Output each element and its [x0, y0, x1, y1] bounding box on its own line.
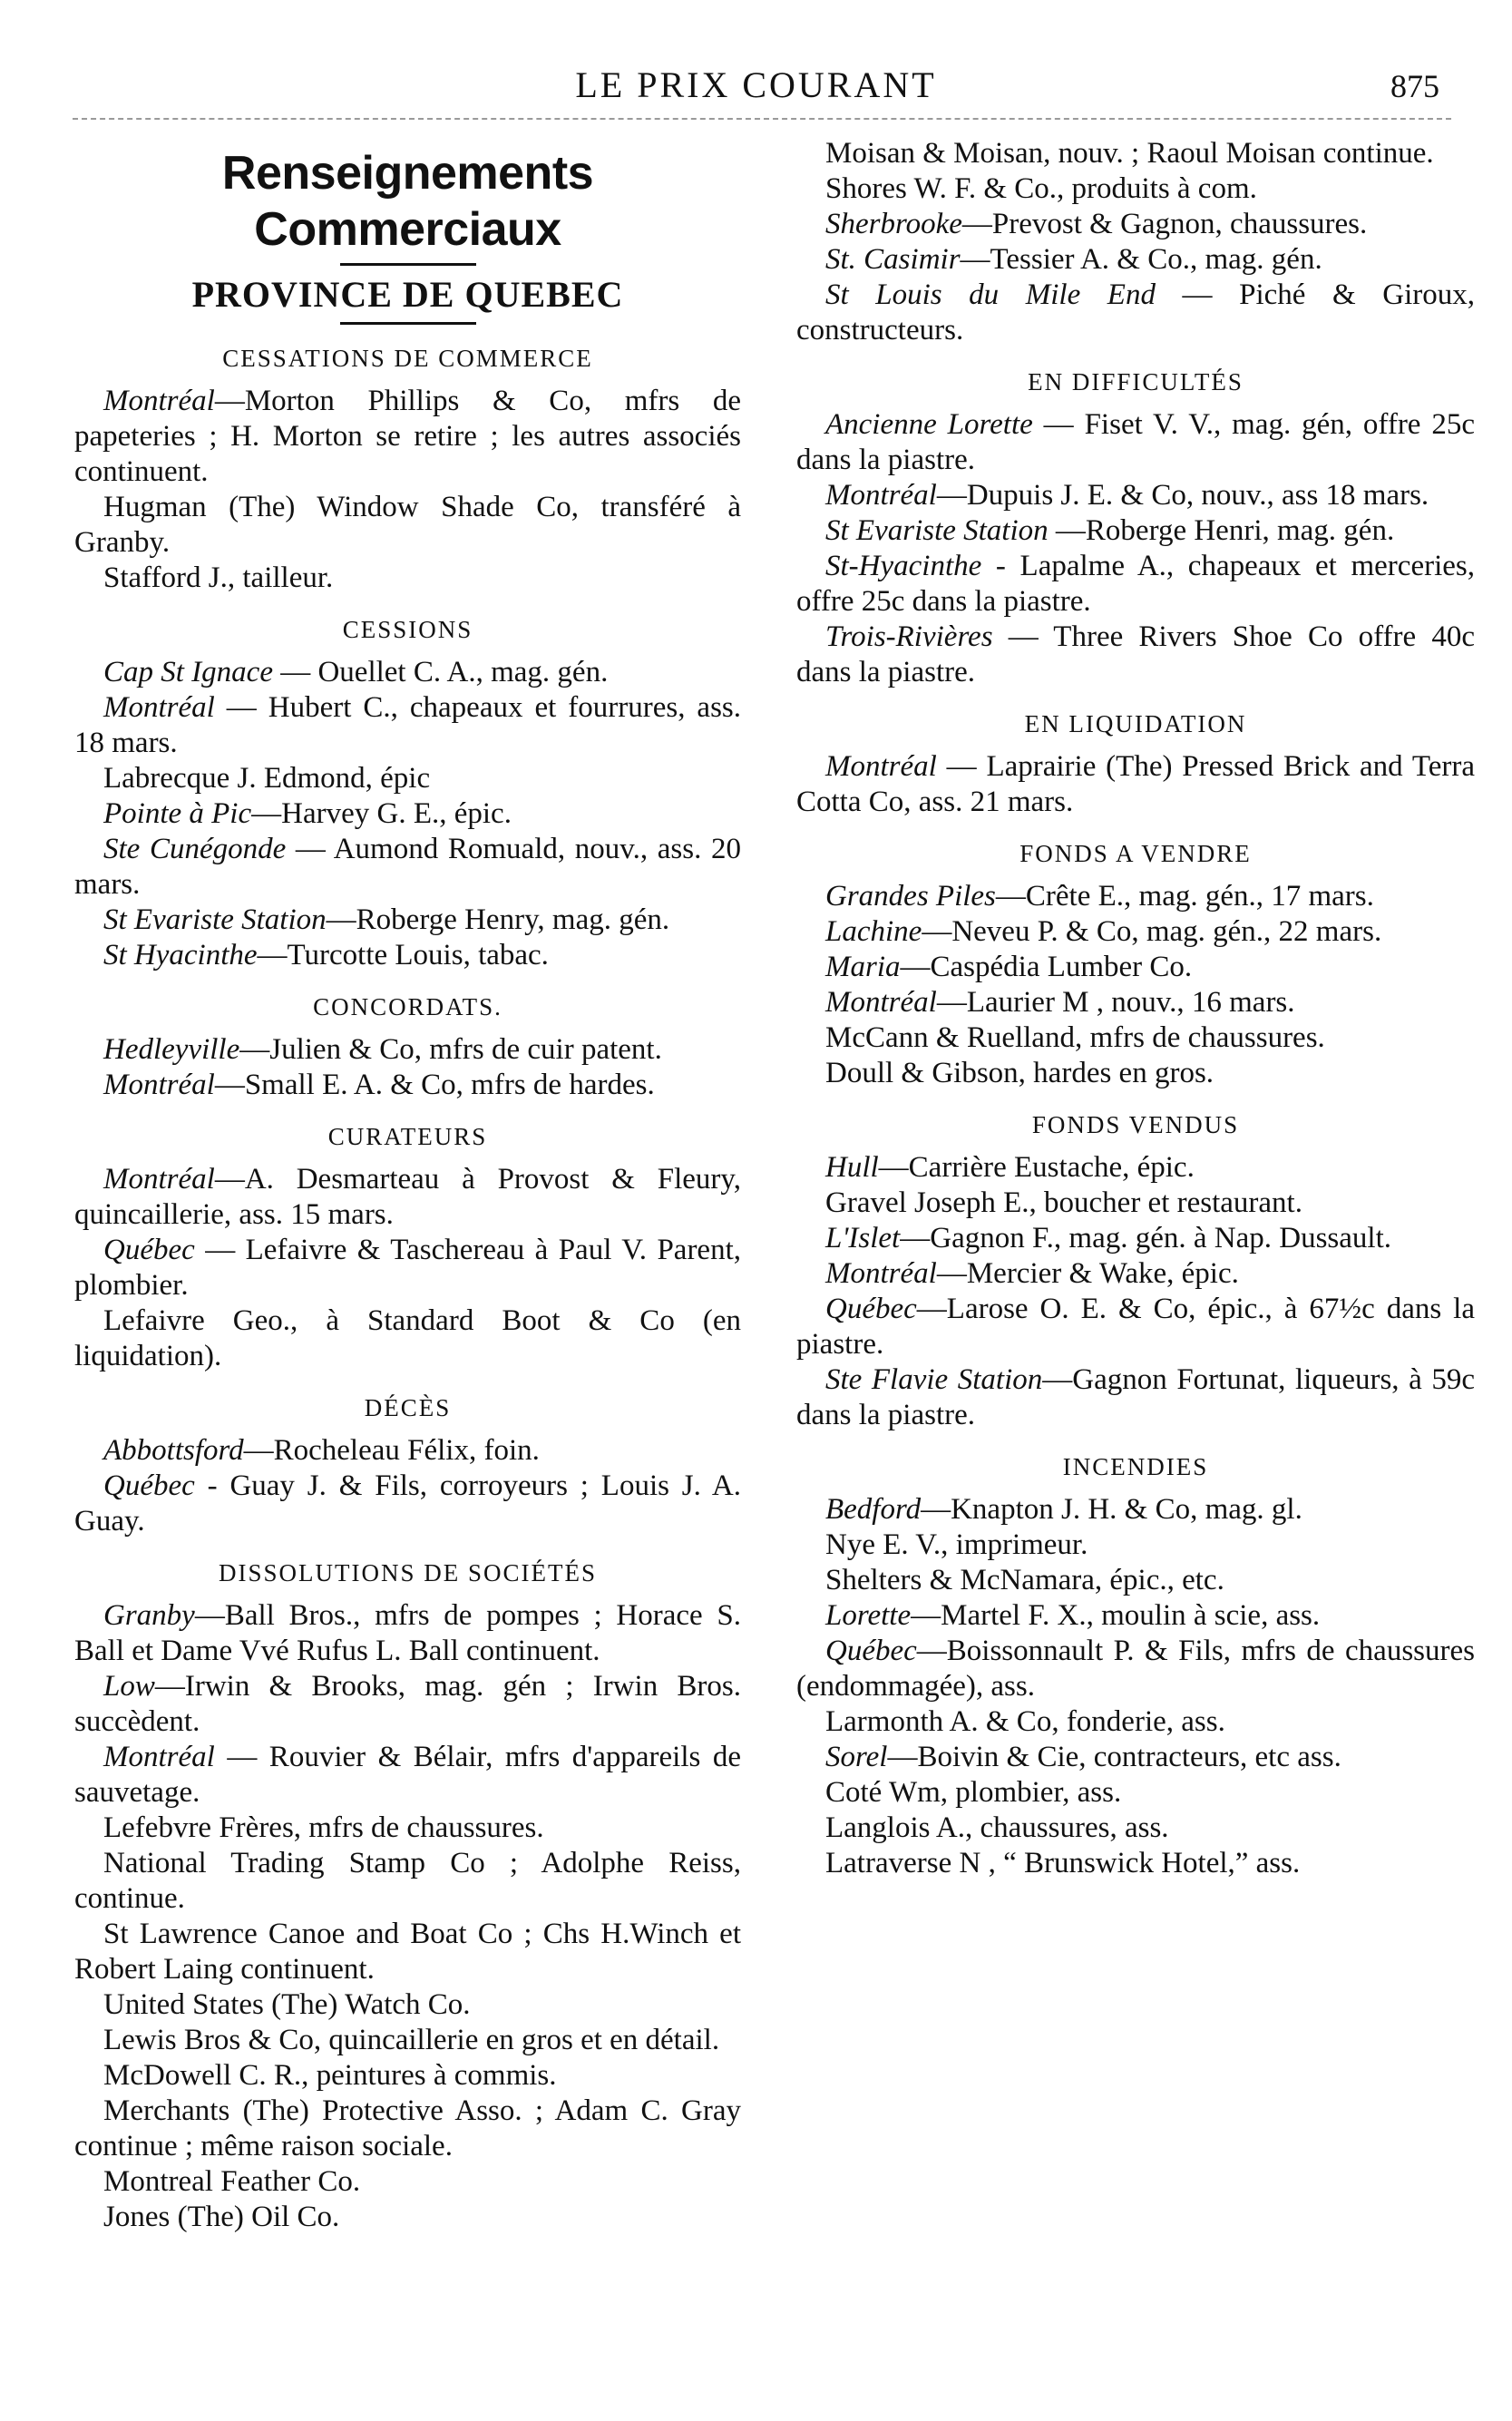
province-divider [340, 322, 476, 325]
entry [796, 136, 1475, 171]
entry-place: St Hyacinthe [103, 939, 258, 971]
entry-text: Langlois A., chaussures, ass. [825, 1811, 1169, 1844]
entry [796, 879, 1475, 914]
entry [74, 1032, 741, 1068]
entry-place: Sherbrooke [825, 208, 962, 240]
entry-place: Montréal [103, 1741, 215, 1773]
entry-text: Shores W. F. & Co., produits à com. [825, 172, 1257, 205]
entry [796, 278, 1475, 348]
entry-text: —Rocheleau Félix, foin. [243, 1434, 540, 1467]
entry-text: —Tessier A. & Co., mag. gén. [960, 243, 1322, 276]
entry-text: —Boissonnault P. & Fils, mfrs de chaussures (endommagée), ass. [796, 1635, 1475, 1703]
entry-place: Hull [825, 1151, 879, 1184]
section-heading-en-liquidation: EN LIQUIDATION [1024, 710, 1247, 737]
entry-place: St-Hyacinthe [825, 550, 982, 582]
entry-place: Montréal [103, 691, 215, 724]
section-heading-dissolutions-de-societes: DISSOLUTIONS DE SOCIÉTÉS [218, 1559, 597, 1586]
entry-text: —Laurier M , nouv., 16 mars. [936, 986, 1295, 1019]
entry [796, 1186, 1475, 1221]
entry-text: Labrecque J. Edmond, épic [103, 762, 431, 795]
entry-place: L'Islet [825, 1222, 901, 1254]
entry-text: —Prevost & Gagnon, chaussures. [961, 208, 1368, 240]
entry [74, 690, 741, 761]
page-number: 875 [1390, 68, 1439, 104]
entry-text: Shelters & McNamara, épic., etc. [825, 1564, 1224, 1596]
entry-text: — Three Rivers Shoe Co offre 40c dans la piastre. [796, 620, 1475, 688]
entry-place: St Evariste Station [825, 514, 1049, 547]
entry-place: Hedleyville [103, 1033, 240, 1066]
entry [796, 1775, 1475, 1811]
entry-text: McCann & Ruelland, mfrs de chaussures. [825, 1021, 1325, 1054]
entry [796, 1256, 1475, 1292]
running-title: LE PRIX COURANT [575, 64, 937, 105]
entry-text: Stafford J., tailleur. [103, 561, 334, 594]
entry-text: —Turcotte Louis, tabac. [257, 939, 549, 971]
entry [74, 2200, 741, 2235]
entry-text: —Dupuis J. E. & Co, nouv., ass 18 mars. [936, 479, 1429, 512]
entry [74, 761, 741, 796]
entry [74, 1469, 741, 1539]
entry-place: Lorette [825, 1599, 912, 1632]
entry [796, 1704, 1475, 1740]
entry-place: Québec [103, 1469, 195, 1502]
entry-text: —Gagnon F., mag. gén. à Nap. Dussault. [900, 1222, 1392, 1254]
entry-place: Montréal [103, 1069, 215, 1101]
section-heading-concordats: CONCORDATS. [313, 993, 502, 1020]
entry [796, 1740, 1475, 1775]
entry-text: —Irwin & Brooks, mag. gén ; Irwin Bros. succèdent. [74, 1670, 741, 1738]
entry [796, 749, 1475, 820]
entry [74, 1598, 741, 1669]
entry-text: —Roberge Henri, mag. gén. [1048, 514, 1395, 547]
entry-text: Latraverse N , “ Brunswick Hotel,” ass. [825, 1847, 1301, 1879]
entry [796, 1563, 1475, 1598]
entry-text: Larmonth A. & Co, fonderie, ass. [825, 1705, 1225, 1738]
entry [796, 914, 1475, 950]
entry-text: —Crête E., mag. gén., 17 mars. [995, 880, 1374, 913]
entry [796, 620, 1475, 690]
entry [796, 1292, 1475, 1362]
entry-place: Abbottsford [103, 1434, 244, 1467]
entry [74, 2094, 741, 2164]
entry-text: —Martel F. X., moulin à scie, ass. [911, 1599, 1321, 1632]
entry [796, 513, 1475, 549]
entry-text: Merchants (The) Protective Asso. ; Adam C. Gray continue ; même raison sociale. [74, 2094, 741, 2162]
entry [796, 478, 1475, 513]
entry-text: National Trading Stamp Co ; Adolphe Reiss, continue. [74, 1847, 741, 1915]
entry [796, 985, 1475, 1020]
entry-place: Québec [825, 1635, 917, 1667]
entry-text: — Piché & Giroux, constructeurs. [796, 278, 1475, 347]
entry-place: Granby [103, 1599, 195, 1632]
entry-text: Lefaivre Geo., à Standard Boot & Co (en liquidation). [74, 1304, 741, 1372]
entry-place: Lachine [825, 915, 922, 948]
entry [796, 549, 1475, 620]
entry-text: — Lefaivre & Taschereau à Paul V. Parent, plombier. [74, 1234, 741, 1302]
entry [796, 1150, 1475, 1186]
entry-text: Jones (The) Oil Co. [103, 2201, 340, 2233]
entry-text: —Carrière Eustache, épic. [878, 1151, 1195, 1184]
entry-text: St Lawrence Canoe and Boat Co ; Chs H.Winch et Robert Laing continuent. [74, 1918, 741, 1986]
entry-text: —Ball Bros., mfrs de pompes ; Horace S. Ball et Dame Vvé Rufus L. Ball continuent. [74, 1599, 741, 1667]
entry [74, 1433, 741, 1469]
section-heading-cessions: CESSIONS [342, 616, 473, 643]
entry [74, 903, 741, 938]
entry [74, 1811, 741, 1846]
entry [74, 938, 741, 973]
section-heading-deces: DÉCÈS [364, 1394, 452, 1421]
entry [74, 1846, 741, 1917]
entry-text: —A. Desmarteau à Provost & Fleury, quincaillerie, ass. 15 mars. [74, 1163, 741, 1231]
entry [74, 1740, 741, 1811]
entry-text: —Gagnon Fortunat, liqueurs, à 59c dans la piastre. [796, 1363, 1475, 1431]
left-sections [74, 341, 741, 2235]
entry-text: Gravel Joseph E., boucher et restaurant. [825, 1186, 1302, 1219]
entry [796, 171, 1475, 207]
entry-place: Montréal [825, 750, 937, 783]
section-heading-fonds-vendus: FONDS VENDUS [1031, 1111, 1240, 1138]
entry-text: —Mercier & Wake, épic. [936, 1257, 1239, 1290]
entry [796, 407, 1475, 478]
entry-text: —Knapton J. H. & Co, mag. gl. [921, 1493, 1302, 1526]
entry-text: United States (The) Watch Co. [103, 1988, 471, 2021]
province-heading: PROVINCE DE QUEBEC [191, 274, 624, 315]
entry-place: St. Casimir [825, 243, 961, 276]
entry [74, 1068, 741, 1103]
entry-text: — Aumond Romuald, nouv., ass. 20 mars. [74, 833, 741, 901]
entry [74, 1987, 741, 2023]
entry-place: Montréal [825, 1257, 937, 1290]
entry-text: Nye E. V., imprimeur. [825, 1528, 1088, 1561]
right-column [796, 136, 1475, 1881]
header-rule [73, 118, 1451, 120]
entry-place: Québec [825, 1293, 917, 1325]
section-heading-curateurs: CURATEURS [327, 1123, 488, 1150]
entry-place: St Louis du Mile End [825, 278, 1156, 311]
entry-place: St Evariste Station [103, 903, 327, 936]
entry-place: Québec [103, 1234, 195, 1266]
entry-text: —Neveu P. & Co, mag. gén., 22 mars. [922, 915, 1382, 948]
entry-text: —Roberge Henry, mag. gén. [326, 903, 670, 936]
entry-place: Maria [825, 951, 901, 983]
section-heading-incendies: INCENDIES [1062, 1453, 1209, 1480]
entry-text: Lewis Bros & Co, quincaillerie en gros et en détail. [103, 2024, 720, 2056]
entry-text: Doull & Gibson, hardes en gros. [825, 1057, 1214, 1089]
entry [74, 2058, 741, 2094]
entry-place: Pointe à Pic [103, 797, 252, 830]
section-heading-fonds-a-vendre: FONDS A VENDRE [1019, 840, 1252, 867]
entry-place: Low [103, 1670, 155, 1703]
entry [74, 832, 741, 903]
entry-place: Ste Cunégonde [103, 833, 287, 865]
entry [796, 1221, 1475, 1256]
entry-text: — Laprairie (The) Pressed Brick and Terra Cotta Co, ass. 21 mars. [796, 750, 1475, 818]
entry [74, 490, 741, 561]
entry-place: Bedford [825, 1493, 922, 1526]
entry-text: —Harvey G. E., épic. [251, 797, 512, 830]
entry-place: Sorel [825, 1741, 888, 1773]
entry [796, 1056, 1475, 1091]
entry-place: Grandes Piles [825, 880, 996, 913]
left-column [74, 136, 741, 2235]
entry-text: Hugman (The) Window Shade Co, transféré à Granby. [74, 491, 741, 559]
entry-text: McDowell C. R., peintures à commis. [103, 2059, 557, 2092]
entry [74, 2164, 741, 2200]
entry-text: - Lapalme A., chapeaux et merceries, offre 25c dans la piastre. [796, 550, 1475, 618]
entry [74, 1233, 741, 1303]
section-heading-cessations-de-commerce: CESSATIONS DE COMMERCE [222, 345, 593, 372]
page-title: Renseignements Commerciaux [221, 147, 594, 256]
entry [74, 561, 741, 596]
entry [796, 242, 1475, 278]
entry-place: Trois-Rivières [825, 620, 993, 653]
entry-text: —Boivin & Cie, contracteurs, etc ass. [887, 1741, 1341, 1773]
right-sections [796, 136, 1475, 1881]
entry-text: — Hubert C., chapeaux et fourrures, ass. 18 mars. [74, 691, 741, 759]
entry-text: — Rouvier & Bélair, mfrs d'appareils de sauvetage. [74, 1741, 741, 1809]
entry [796, 1846, 1475, 1881]
entry [74, 1303, 741, 1374]
entry-text: - Guay J. & Fils, corroyeurs ; Louis J. A. Guay. [74, 1469, 741, 1538]
entry-place: Ancienne Lorette [825, 408, 1033, 441]
entry [796, 1492, 1475, 1528]
entry-text: Montreal Feather Co. [103, 2165, 361, 2198]
entry [74, 655, 741, 690]
entry-text: Lefebvre Frères, mfrs de chaussures. [103, 1811, 544, 1844]
entry-place: Montréal [825, 479, 937, 512]
entry-text: — Fiset V. V., mag. gén, offre 25c dans la piastre. [796, 408, 1475, 476]
entry [74, 1669, 741, 1740]
entry-text: —Morton Phillips & Co, mfrs de papeteries ; H. Morton se retire ; les autres associés continuent. [74, 385, 741, 488]
entry [74, 1917, 741, 1987]
entry-text: Moisan & Moisan, nouv. ; Raoul Moisan continue. [825, 137, 1434, 170]
entry [74, 1162, 741, 1233]
entry-place: Montréal [103, 385, 215, 417]
entry [796, 1811, 1475, 1846]
entry-text: — Ouellet C. A., mag. gén. [272, 656, 609, 688]
entry-text: —Caspédia Lumber Co. [900, 951, 1193, 983]
entry-place: Montréal [825, 986, 937, 1019]
entry [796, 1020, 1475, 1056]
entry [796, 1528, 1475, 1563]
entry-place: Ste Flavie Station [825, 1363, 1043, 1396]
page-header [0, 56, 1512, 111]
entry-place: Montréal [103, 1163, 215, 1196]
entry [796, 1634, 1475, 1704]
entry [74, 2023, 741, 2058]
entry-text: —Larose O. E. & Co, épic., à 67½c dans la piastre. [796, 1293, 1475, 1361]
title-divider [340, 263, 476, 266]
entry [796, 207, 1475, 242]
entry [796, 1598, 1475, 1634]
entry-text: —Julien & Co, mfrs de cuir patent. [239, 1033, 662, 1066]
entry [796, 1362, 1475, 1433]
entry [74, 384, 741, 490]
entry [796, 950, 1475, 985]
entry [74, 796, 741, 832]
entry-text: —Small E. A. & Co, mfrs de hardes. [214, 1069, 655, 1101]
entry-place: Cap St Ignace [103, 656, 273, 688]
section-heading-en-difficultes: EN DIFFICULTÉS [1028, 368, 1244, 395]
entry-text: Coté Wm, plombier, ass. [825, 1776, 1122, 1809]
